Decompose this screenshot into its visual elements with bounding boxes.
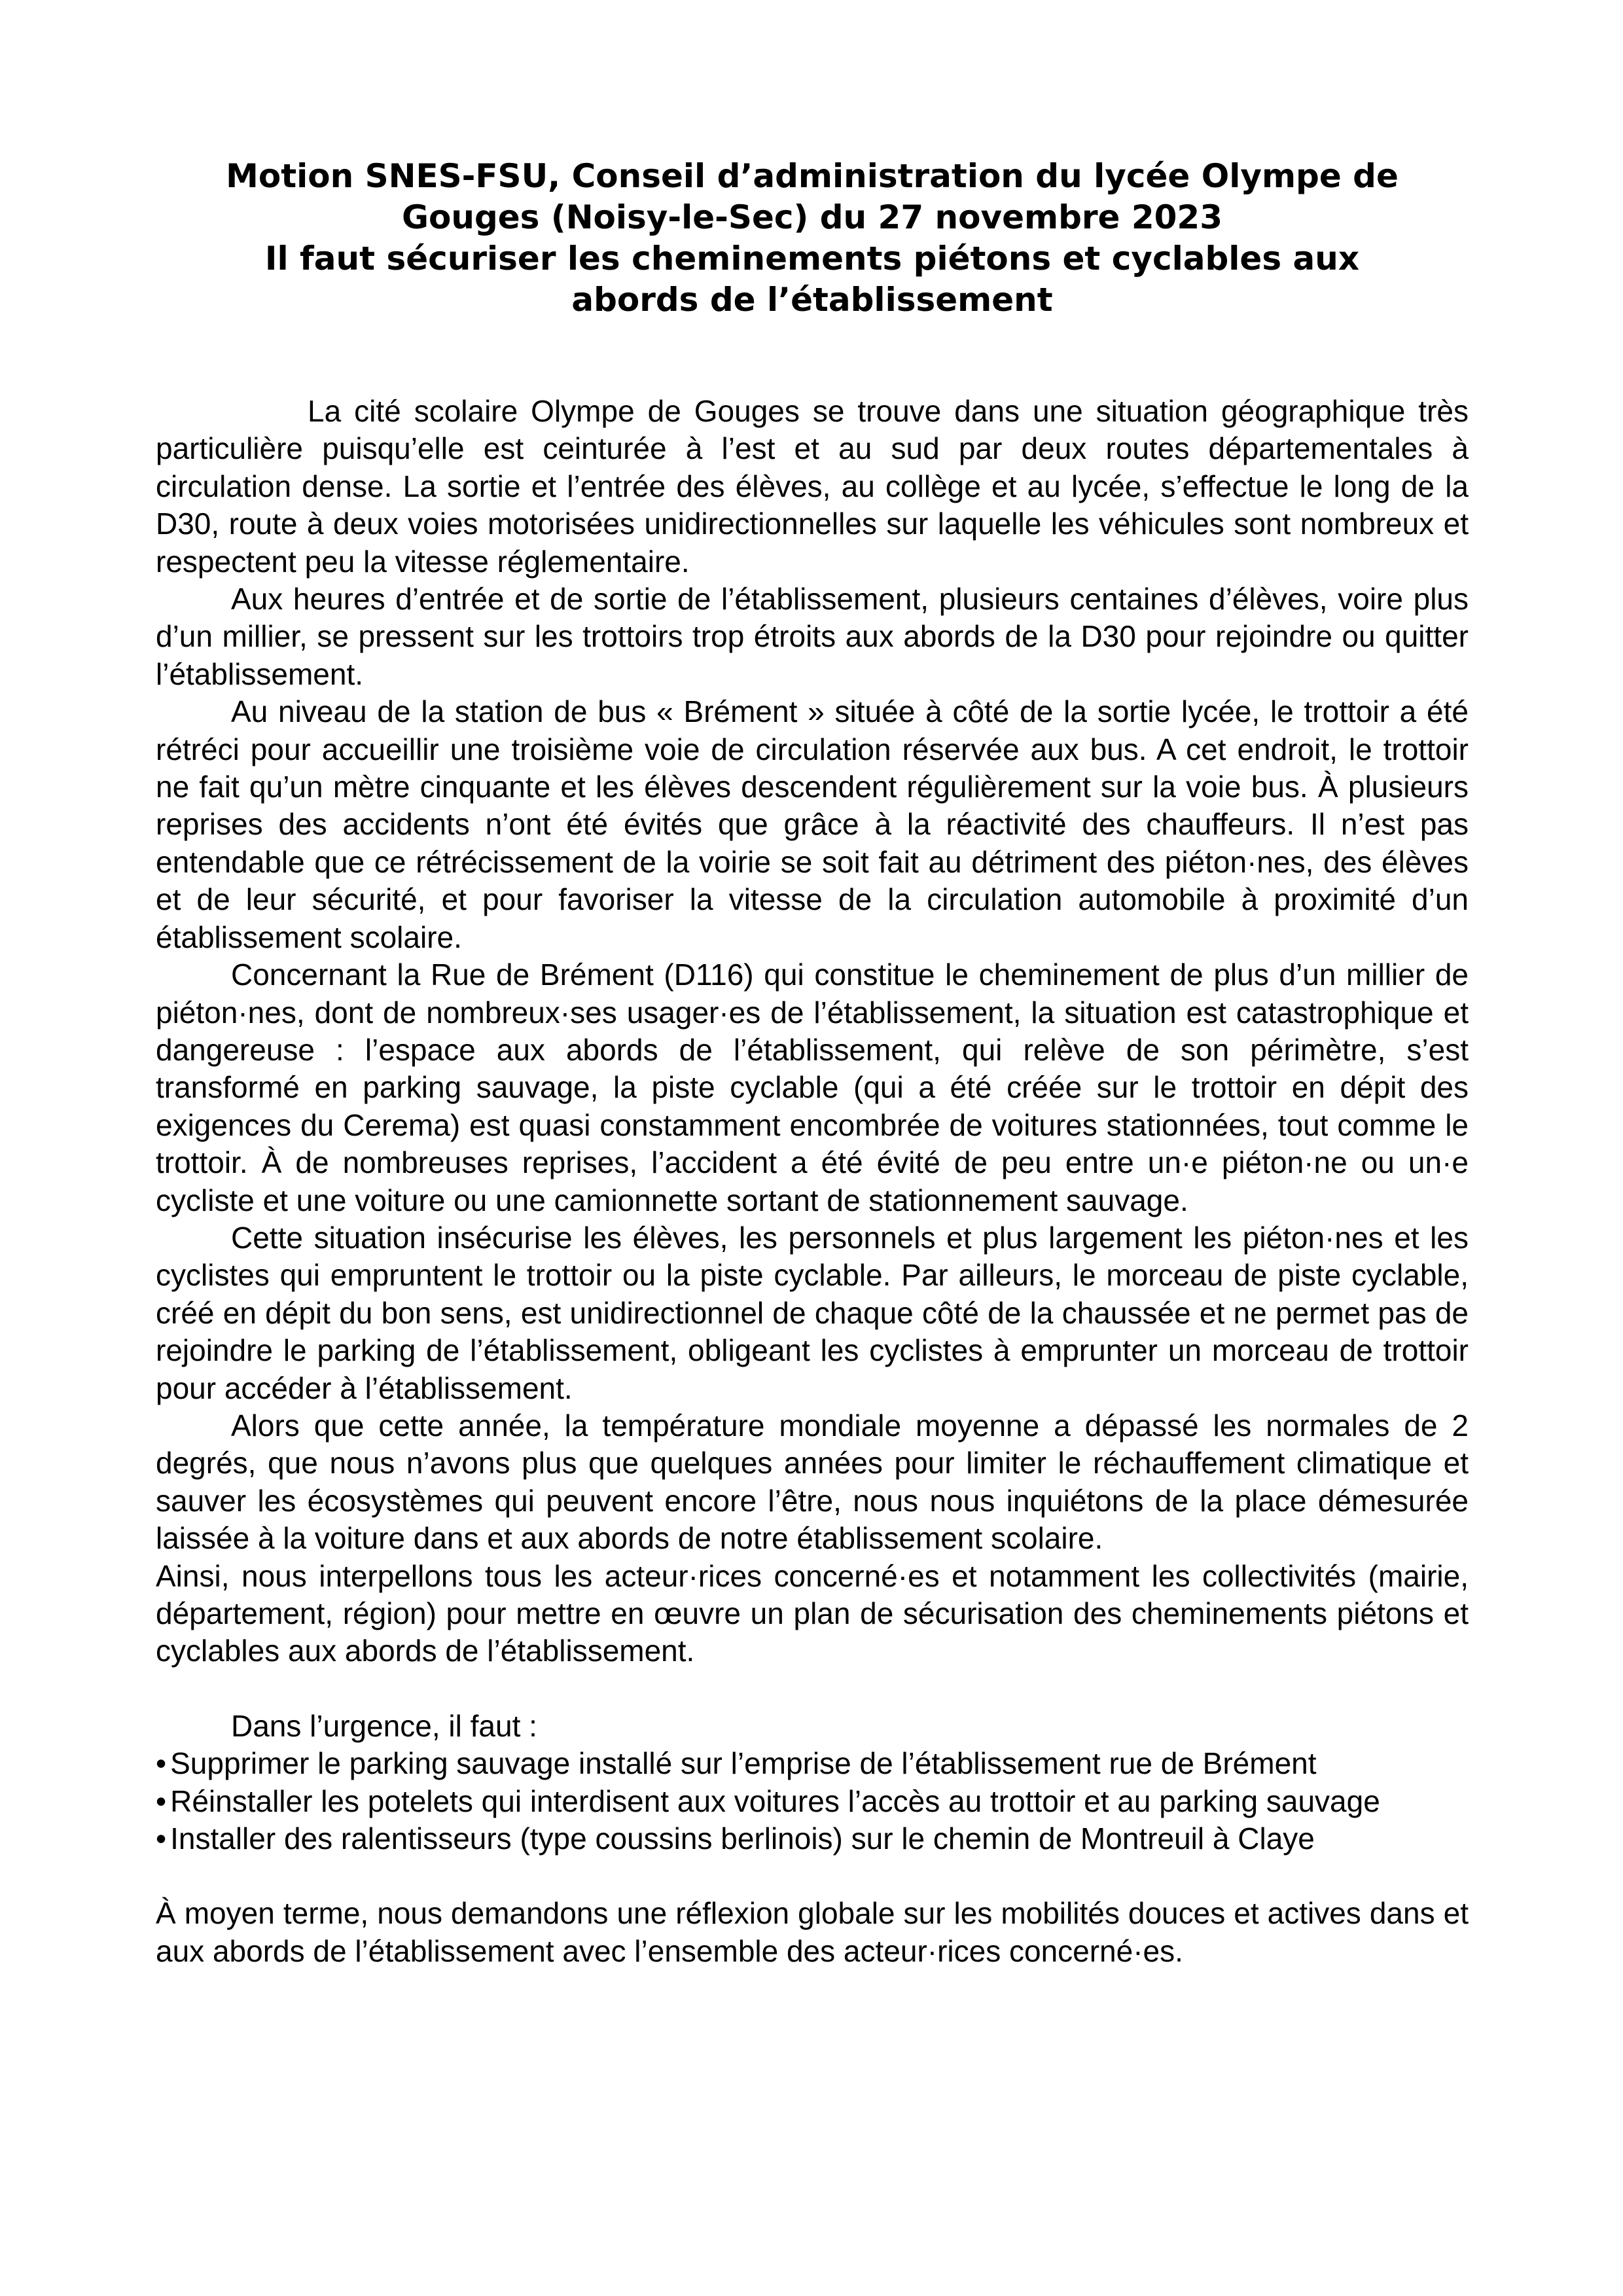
list-item xyxy=(156,1745,1469,1782)
title-line-1: Motion SNES-FSU, Conseil d’administration du lycée Olympe de xyxy=(226,157,1399,195)
paragraph-cyclists: Cette situation insécurise les élèves, les personnels et plus largement les piéton·nes et les cyclistes qui empruntent le trottoir ou la piste cyclable. Par ailleurs, le morceau de piste cyclable, créé en dépit du bon sens, est unidirectionnel de chaque côté de la chaussée et ne permet pas de rejoindre le parking de l’établissement, obligeant les cyclistes à emprunter un morceau de trottoir pour accéder à l’établissement. xyxy=(156,1220,1469,1405)
urgency-item-text: Réinstaller les potelets qui interdisent aux voitures l’accès au trottoir et au parking sauvage xyxy=(170,1784,1380,1818)
list-item xyxy=(156,1820,1469,1857)
bullet-icon: • xyxy=(156,1784,167,1818)
paragraph-conclusion: À moyen terme, nous demandons une réflexion globale sur les mobilités douces et actives dans et aux abords de l’établissement avec l’ensemble des acteur·rices concerné·es. xyxy=(156,1896,1469,1968)
paragraph-climate: Alors que cette année, la température mondiale moyenne a dépassé les normales de 2 degrés, que nous n’avons plus que quelques années pour limiter le réchauffement climatique et sauver les écosystèmes qui peuvent encore l’être, nous nous inquiétons de la place démesurée laissée à la voiture dans et aux abords de notre établissement scolaire. xyxy=(156,1408,1469,1556)
paragraph-entry-exit: Aux heures d’entrée et de sortie de l’établissement, plusieurs centaines d’élèves, voire plus d’un millier, se pressent sur les trottoirs trop étroits aux abords de la D30 pour rejoindre ou quitter l’établissement. xyxy=(156,582,1469,691)
spacer xyxy=(156,1670,1469,1708)
title-line-3: Il faut sécuriser les cheminements piétons et cyclables aux xyxy=(264,240,1360,278)
paragraph-interpellation: Ainsi, nous interpellons tous les acteur·rices concerné·es et notamment les collectivités (mairie, département, région) pour mettre en œuvre un plan de sécurisation des cheminements piétons et cyclables aux abords de l’établissement. xyxy=(156,1558,1469,1668)
urgency-item-text: Supprimer le parking sauvage installé sur l’emprise de l’établissement rue de Brément xyxy=(170,1746,1317,1781)
urgency-intro: Dans l’urgence, il faut : xyxy=(231,1708,537,1743)
bullet-icon: • xyxy=(156,1746,167,1781)
urgency-item-text: Installer des ralentisseurs (type coussins berlinois) sur le chemin de Montreuil à Claye xyxy=(170,1821,1315,1856)
motion-body xyxy=(156,393,1469,1970)
paragraph-rue-brement: Concernant la Rue de Brément (D116) qui constitue le cheminement de plus d’un millier de piéton·nes, dont de nombreux·ses usager·es de l’établissement, la situation est catastrophique et dangereuse : l’espace aux abords de l’établissement, qui relève de son périmètre, s’est transformé en parking sauvage, la piste cyclable (qui a été créée sur le trottoir en dépit des exigences du Cerema) est quasi constamment encombrée de voitures stationnées, tout comme le trottoir. À de nombreuses reprises, l’accident a été évité de peu entre un·e piéton·ne ou un·e cycliste et une voiture ou une camionnette sortant de stationnement sauvage. xyxy=(156,958,1469,1217)
bullet-icon: • xyxy=(156,1821,167,1856)
paragraph-bus-station: Au niveau de la station de bus « Brément » située à côté de la sortie lycée, le trottoir a été rétréci pour accueillir une troisième voie de circulation réservée aux bus. A cet endroit, le trottoir ne fait qu’un mètre cinquante et les élèves descendent régulièrement sur la voie bus. À plusieurs reprises des accidents n’ont été évités que grâce à la réactivité des chauffeurs. Il n’est pas entendable que ce rétrécissement de la voirie se soit fait au détriment des piéton·nes, des élèves et de leur sécurité, et pour favoriser la vitesse de la circulation automobile à proximité d’un établissement scolaire. xyxy=(156,694,1469,954)
document-page xyxy=(156,156,1469,1970)
paragraph-situation: La cité scolaire Olympe de Gouges se trouve dans une situation géographique très particulière puisqu’elle est ceinturée à l’est et au sud par deux routes départementales à circulation dense. La sortie et l’entrée des élèves, au collège et au lycée, s’effectue le long de la D30, route à deux voies motorisées unidirectionnelles sur laquelle les véhicules sont nombreux et respectent peu la vitesse réglementaire. xyxy=(156,394,1469,579)
title-line-4: abords de l’établissement xyxy=(571,281,1053,319)
list-item xyxy=(156,1783,1469,1820)
motion-title xyxy=(156,156,1469,321)
title-line-2: Gouges (Noisy-le-Sec) du 27 novembre 2023 xyxy=(401,198,1223,236)
spacer xyxy=(156,1857,1469,1895)
urgency-list xyxy=(156,1745,1469,1857)
